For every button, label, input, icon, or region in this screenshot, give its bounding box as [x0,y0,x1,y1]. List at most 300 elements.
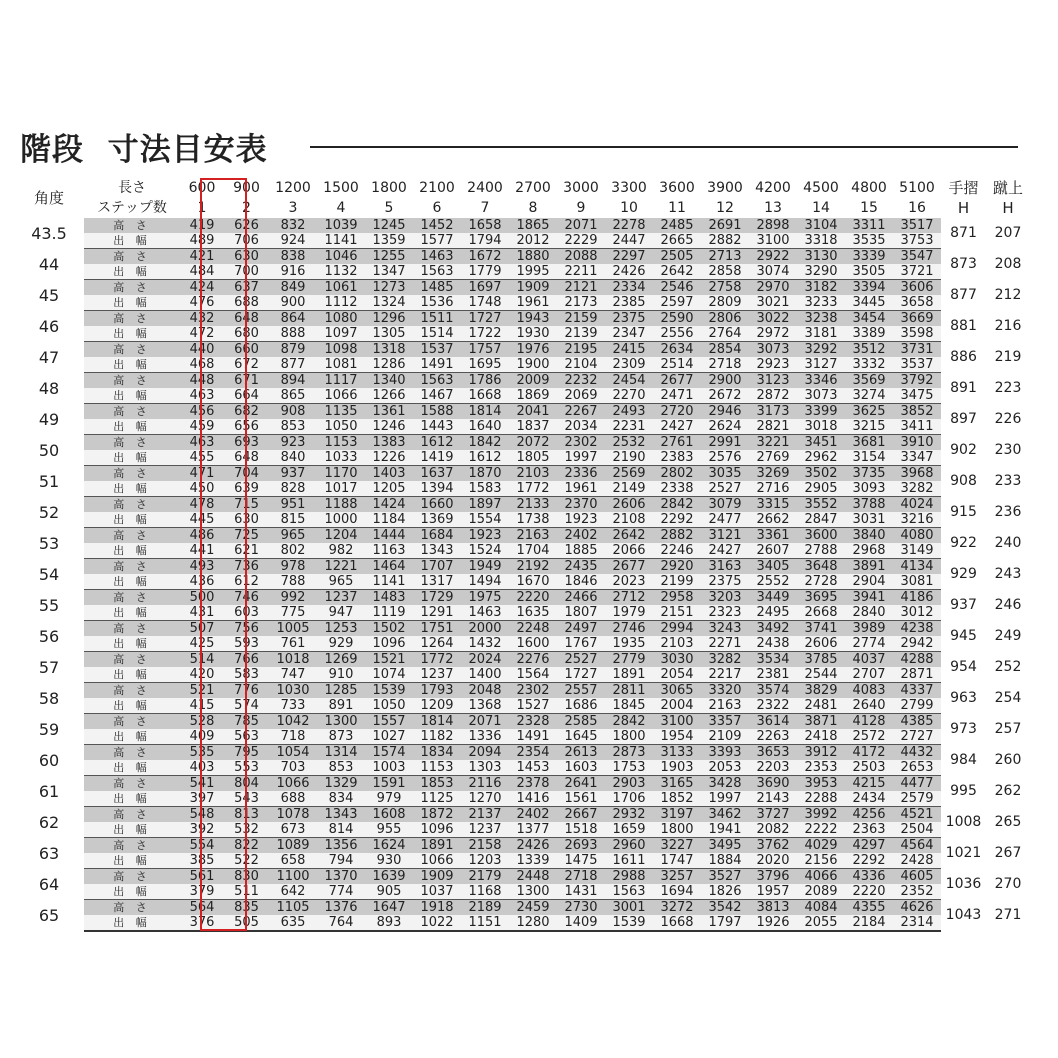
width-value: 1753 [605,760,653,776]
height-value: 1639 [365,869,413,885]
height-value: 3492 [749,621,797,637]
height-value: 3912 [797,745,845,761]
height-value: 2448 [509,869,557,885]
height-row-label: 高 さ [84,745,180,761]
height-value: 1444 [365,528,413,544]
length-header-row [14,178,1030,198]
height-value: 2946 [701,404,749,420]
width-value: 593 [224,636,269,652]
width-value: 1668 [461,388,509,404]
height-row-label: 高 さ [84,528,180,544]
height-value: 1018 [269,652,317,668]
height-value: 2497 [557,621,605,637]
table-row-height [14,528,1030,544]
height-value: 1684 [413,528,461,544]
height-value: 3221 [749,435,797,451]
width-value: 2385 [605,295,653,311]
height-value: 1452 [413,218,461,233]
height-value: 1918 [413,900,461,916]
width-value: 1514 [413,326,461,342]
width-value: 2211 [557,264,605,280]
angle-cell: 46 [14,311,84,342]
height-value: 1314 [317,745,365,761]
height-value: 541 [180,776,224,792]
height-row-label: 高 さ [84,714,180,730]
width-value: 688 [269,791,317,807]
height-value: 3512 [845,342,893,358]
height-row-label: 高 さ [84,869,180,885]
width-value: 2447 [605,233,653,249]
kick-value: 252 [986,652,1030,683]
height-value: 1188 [317,497,365,513]
width-value: 2572 [845,729,893,745]
height-value: 4337 [893,683,941,699]
length-header-cell: 1800 [371,180,407,196]
kick-value: 270 [986,869,1030,900]
height-value: 3320 [701,683,749,699]
height-value: 2088 [557,249,605,265]
height-value: 1793 [413,683,461,699]
height-value: 3968 [893,466,941,482]
width-value: 664 [224,388,269,404]
width-value: 468 [180,357,224,373]
width-value: 3658 [893,295,941,311]
height-value: 3399 [797,404,845,420]
width-value: 1900 [509,357,557,373]
width-value: 2882 [701,233,749,249]
height-value: 736 [224,559,269,575]
width-value: 3216 [893,512,941,528]
height-value: 2642 [605,528,653,544]
height-value: 471 [180,466,224,482]
width-value: 2514 [653,357,701,373]
height-value: 493 [180,559,224,575]
width-value: 2199 [653,574,701,590]
width-value: 1000 [317,512,365,528]
height-value: 1727 [461,311,509,327]
height-value: 1511 [413,311,461,327]
page-title: 階段 寸法目安表 [20,132,268,168]
height-value: 4238 [893,621,941,637]
height-value: 3910 [893,435,941,451]
width-value: 2004 [653,698,701,714]
height-value: 3992 [797,807,845,823]
width-value: 2246 [653,543,701,559]
height-value: 3182 [797,280,845,296]
height-value: 1273 [365,280,413,296]
table-row-height [14,218,1030,233]
height-value: 2693 [557,838,605,854]
height-value: 3227 [653,838,701,854]
width-value: 840 [269,450,317,466]
width-value: 379 [180,884,224,900]
width-value: 441 [180,543,224,559]
steps-header-cell: 4 [336,200,346,216]
width-value: 893 [365,915,413,931]
width-value: 2428 [893,853,941,869]
width-value: 1066 [317,388,365,404]
height-value: 1253 [317,621,365,637]
handrail-value: 973 [941,714,986,745]
handrail-value: 881 [941,311,986,342]
steps-header-cell: 10 [620,200,638,216]
handrail-value: 873 [941,249,986,280]
width-value: 673 [269,822,317,838]
width-value: 814 [317,822,365,838]
steps-header-label: ステップ数 [97,200,167,216]
width-value: 2054 [653,667,701,683]
width-value: 2173 [557,295,605,311]
width-value: 764 [317,915,365,931]
height-value: 3197 [653,807,701,823]
height-value: 965 [269,528,317,544]
height-value: 2994 [653,621,701,637]
table-row-height [14,652,1030,668]
height-value: 804 [224,776,269,792]
steps-header-cell: 15 [860,200,878,216]
width-value: 543 [224,791,269,807]
height-value: 2415 [605,342,653,358]
height-value: 2806 [701,311,749,327]
height-value: 3030 [653,652,701,668]
angle-cell: 55 [14,590,84,621]
width-value: 648 [224,450,269,466]
height-value: 1080 [317,311,365,327]
width-value: 1600 [509,636,557,652]
height-value: 3495 [701,838,749,854]
height-value: 3073 [749,342,797,358]
height-value: 3311 [845,218,893,233]
width-value: 2840 [845,605,893,621]
table-row-width [14,605,1030,621]
table-row-width [14,667,1030,683]
table-row-height [14,807,1030,823]
table-row-height [14,280,1030,296]
height-value: 4564 [893,838,941,854]
width-value: 3233 [797,295,845,311]
width-value: 733 [269,698,317,714]
width-value: 3100 [749,233,797,249]
height-value: 864 [269,311,317,327]
width-value: 3389 [845,326,893,342]
width-value: 910 [317,667,365,683]
height-value: 1105 [269,900,317,916]
width-value: 1635 [509,605,557,621]
steps-header-row [14,198,1030,218]
height-value: 894 [269,373,317,389]
height-value: 535 [180,745,224,761]
handrail-value: 937 [941,590,986,621]
height-value: 3123 [749,373,797,389]
height-value: 1135 [317,404,365,420]
height-value: 1647 [365,900,413,916]
height-value: 2720 [653,404,701,420]
width-value: 1203 [461,853,509,869]
handrail-value: 886 [941,342,986,373]
width-value: 2821 [749,419,797,435]
height-value: 1697 [461,280,509,296]
height-value: 2116 [461,776,509,792]
height-row-label: 高 さ [84,683,180,699]
height-value: 1383 [365,435,413,451]
width-value: 3347 [893,450,941,466]
height-value: 1318 [365,342,413,358]
width-value: 1527 [509,698,557,714]
height-value: 1300 [317,714,365,730]
width-value: 2231 [605,419,653,435]
width-value: 1845 [605,698,653,714]
height-value: 1814 [461,404,509,420]
handrail-sub-header: H [957,199,970,217]
height-value: 3292 [797,342,845,358]
width-value: 2527 [701,481,749,497]
width-value: 1050 [317,419,365,435]
height-value: 3104 [797,218,845,233]
width-value: 1923 [557,512,605,528]
width-value: 1368 [461,698,509,714]
table-row-height [14,311,1030,327]
width-value: 1800 [605,729,653,745]
height-value: 1030 [269,683,317,699]
height-value: 1909 [413,869,461,885]
height-value: 514 [180,652,224,668]
steps-header-cell: 5 [384,200,394,216]
width-value: 2872 [749,388,797,404]
kick-value: 208 [986,249,1030,280]
height-value: 3762 [749,838,797,854]
table-row-height [14,559,1030,575]
height-value: 1153 [317,435,365,451]
width-value: 376 [180,915,224,931]
height-value: 3695 [797,590,845,606]
height-value: 766 [224,652,269,668]
height-value: 3840 [845,528,893,544]
table-row-width [14,388,1030,404]
width-value: 1027 [365,729,413,745]
height-value: 1949 [461,559,509,575]
width-value: 484 [180,264,224,280]
height-value: 3339 [845,249,893,265]
height-value: 1204 [317,528,365,544]
width-value: 2597 [653,295,701,311]
height-value: 4521 [893,807,941,823]
width-value: 2716 [749,481,797,497]
width-value: 3018 [797,419,845,435]
width-value: 2642 [653,264,701,280]
handrail-value: 902 [941,435,986,466]
height-value: 2133 [509,497,557,513]
width-value: 1377 [509,822,557,838]
kick-value: 230 [986,435,1030,466]
height-value: 3315 [749,497,797,513]
height-value: 3462 [701,807,749,823]
height-row-label: 高 さ [84,342,180,358]
handrail-value: 922 [941,528,986,559]
width-value: 2229 [557,233,605,249]
height-value: 3079 [701,497,749,513]
height-row-label: 高 さ [84,311,180,327]
height-value: 3852 [893,404,941,420]
height-value: 2493 [605,404,653,420]
handrail-value: 877 [941,280,986,311]
height-value: 2189 [461,900,509,916]
width-value: 2769 [749,450,797,466]
angle-cell: 58 [14,683,84,714]
height-value: 4215 [845,776,893,792]
width-value: 2477 [701,512,749,528]
width-value: 1668 [653,915,701,931]
height-value: 1943 [509,311,557,327]
height-value: 2802 [653,466,701,482]
height-value: 2466 [557,590,605,606]
height-value: 3534 [749,652,797,668]
height-value: 2854 [701,342,749,358]
width-value: 2066 [605,543,653,559]
width-row-label: 出 幅 [84,326,180,342]
width-value: 1305 [365,326,413,342]
height-value: 660 [224,342,269,358]
height-value: 2328 [509,714,557,730]
handrail-value: 1008 [941,807,986,838]
height-row-label: 高 さ [84,435,180,451]
height-value: 2041 [509,404,557,420]
width-value: 1096 [413,822,461,838]
height-value: 3941 [845,590,893,606]
width-value: 888 [269,326,317,342]
width-value: 2962 [797,450,845,466]
width-value: 2774 [845,636,893,652]
table-row-width [14,791,1030,807]
height-value: 2758 [701,280,749,296]
width-value: 2418 [797,729,845,745]
table-row-height [14,590,1030,606]
height-value: 1975 [461,590,509,606]
height-value: 500 [180,590,224,606]
width-value: 1226 [365,450,413,466]
height-value: 4256 [845,807,893,823]
width-value: 2217 [701,667,749,683]
width-row-label: 出 幅 [84,512,180,528]
width-value: 3332 [845,357,893,373]
table-row-width [14,233,1030,249]
width-value: 1747 [653,853,701,869]
width-value: 2323 [701,605,749,621]
angle-cell: 53 [14,528,84,559]
height-value: 2426 [509,838,557,854]
kick-value: 243 [986,559,1030,590]
width-value: 1339 [509,853,557,869]
length-header-label: 長さ [118,180,146,196]
kick-value: 236 [986,497,1030,528]
width-value: 3537 [893,357,941,373]
width-value: 1603 [557,760,605,776]
width-value: 2363 [845,822,893,838]
width-value: 1317 [413,574,461,590]
height-value: 1296 [365,311,413,327]
height-value: 1729 [413,590,461,606]
table-row-height [14,900,1030,916]
stair-dimension-table [14,178,1030,932]
height-value: 1078 [269,807,317,823]
width-row-label: 出 幅 [84,636,180,652]
steps-header-cell: 14 [812,200,830,216]
width-value: 630 [224,512,269,528]
height-value: 3542 [701,900,749,916]
width-value: 463 [180,388,224,404]
height-value: 2297 [605,249,653,265]
width-value: 1205 [365,481,413,497]
height-value: 1061 [317,280,365,296]
width-value: 2579 [893,791,941,807]
height-value: 3785 [797,652,845,668]
height-value: 1865 [509,218,557,233]
height-value: 2302 [509,683,557,699]
height-value: 1042 [269,714,317,730]
height-value: 1588 [413,404,461,420]
width-value: 2607 [749,543,797,559]
width-value: 1694 [653,884,701,900]
table-row-width [14,450,1030,466]
height-value: 923 [269,435,317,451]
width-value: 1081 [317,357,365,373]
width-value: 2347 [605,326,653,342]
width-value: 1995 [509,264,557,280]
height-value: 1658 [461,218,509,233]
height-value: 3203 [701,590,749,606]
height-value: 1923 [461,528,509,544]
table-row-height [14,466,1030,482]
width-value: 1941 [701,822,749,838]
width-value: 1343 [413,543,461,559]
height-value: 4084 [797,900,845,916]
height-value: 2248 [509,621,557,637]
width-row-label: 出 幅 [84,481,180,497]
height-value: 2302 [557,435,605,451]
width-value: 2672 [701,388,749,404]
length-header-cell: 5100 [899,180,935,196]
width-value: 955 [365,822,413,838]
kick-value: 233 [986,466,1030,497]
table-row-height [14,373,1030,389]
height-value: 2163 [509,528,557,544]
width-value: 612 [224,574,269,590]
width-row-label: 出 幅 [84,357,180,373]
height-value: 2842 [605,714,653,730]
height-value: 2546 [653,280,701,296]
width-value: 2352 [893,884,941,900]
table-row-width [14,698,1030,714]
height-value: 2370 [557,497,605,513]
width-value: 1467 [413,388,461,404]
steps-header-cell: 11 [668,200,686,216]
width-value: 505 [224,915,269,931]
width-value: 2322 [749,698,797,714]
width-value: 747 [269,667,317,683]
height-value: 2071 [557,218,605,233]
kick-value: 254 [986,683,1030,714]
height-value: 879 [269,342,317,358]
width-value: 3093 [845,481,893,497]
steps-header-cell: 12 [716,200,734,216]
height-value: 3527 [701,869,749,885]
height-value: 2585 [557,714,605,730]
height-value: 1463 [413,249,461,265]
height-value: 1539 [365,683,413,699]
height-value: 2179 [461,869,509,885]
width-value: 924 [269,233,317,249]
width-row-label: 出 幅 [84,698,180,714]
width-value: 2576 [701,450,749,466]
